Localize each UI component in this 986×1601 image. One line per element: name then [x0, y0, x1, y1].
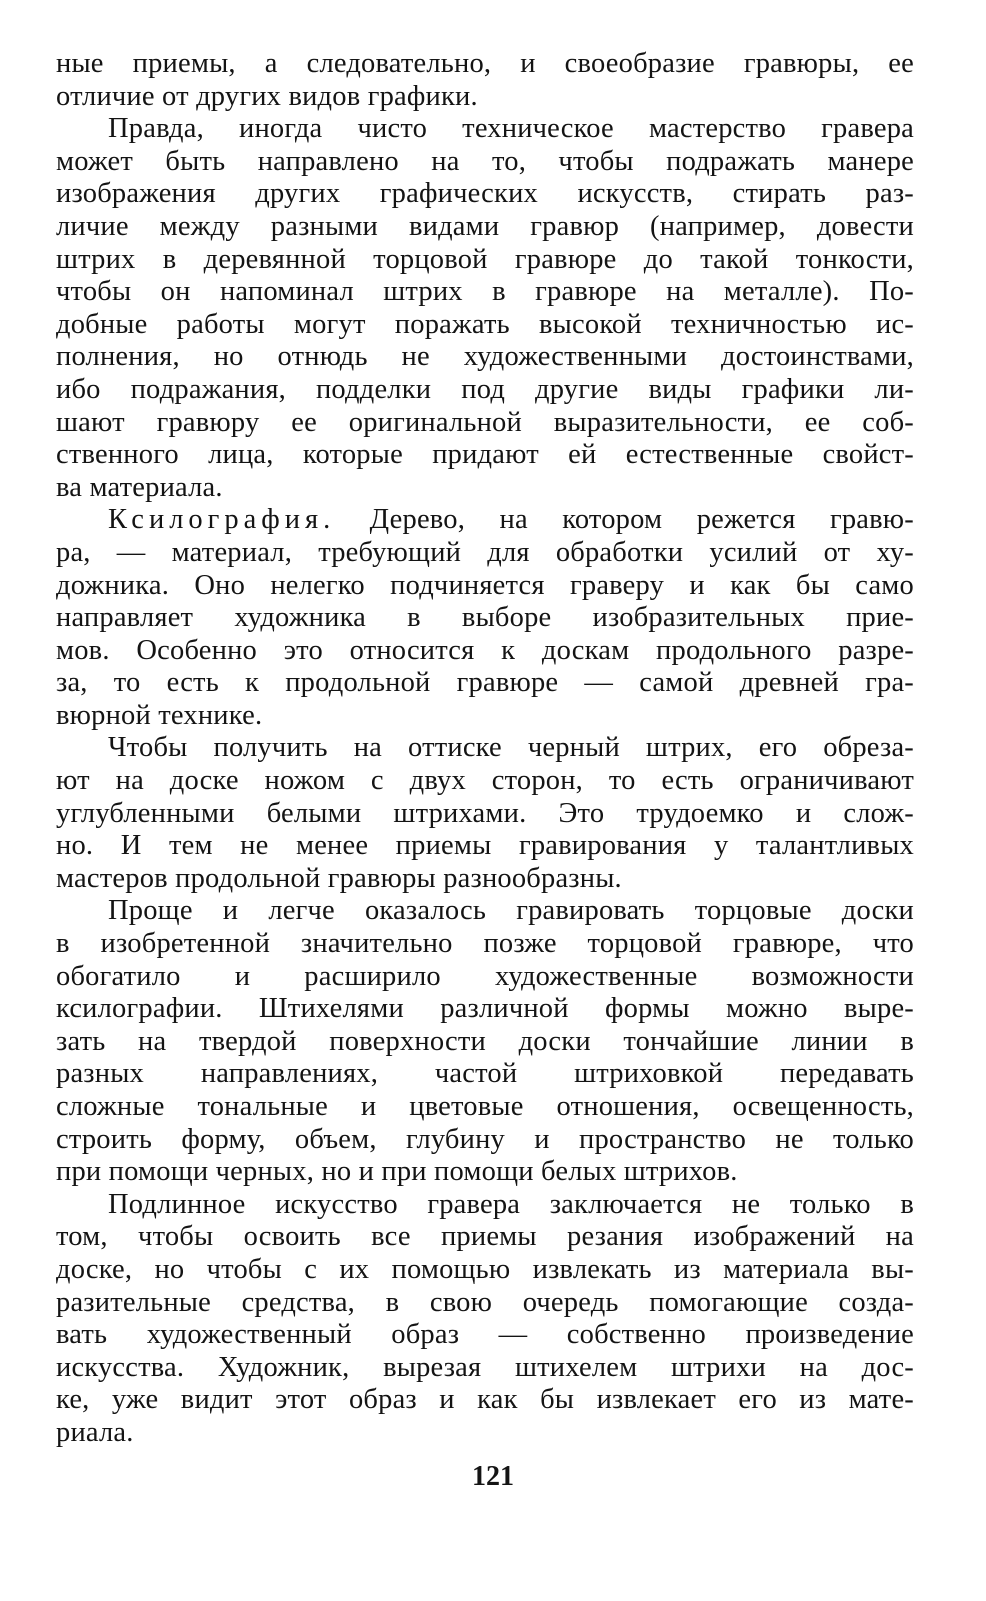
text-line: чтобы он напоминал штрих в гравюре на металле). По-	[56, 276, 914, 308]
text-line: ные приемы, а следовательно, и своеобразие гравюры, ее	[56, 48, 914, 79]
page-text	[56, 48, 914, 1450]
text-line: ксилографии. Штихелями различной формы можно выре-	[56, 993, 914, 1025]
heading-line-rest: Дерево, на котором режется гравю-	[335, 504, 914, 536]
paragraph-3	[56, 504, 914, 732]
text-line: но. И тем не менее приемы гравирования у талантливых	[56, 830, 914, 862]
text-line: ра, — материал, требующий для обработки усилий от ху-	[56, 536, 914, 568]
text-line: доске, но чтобы с их помощью извлекать из материала вы-	[56, 1253, 914, 1285]
section-heading: Ксилография.	[108, 504, 336, 536]
text-line: штрих в деревянной торцовой гравюре до такой тонкости,	[56, 243, 914, 275]
text-line: зать на твердой поверхности доски тончайшие линии в	[56, 1025, 914, 1057]
text-line: в изобретенной значительно позже торцовой гравюре, что	[56, 928, 914, 960]
text-line: вать художественный образ — собственно произведение	[56, 1319, 914, 1351]
paragraph-2	[56, 113, 914, 504]
text-line: ке, уже видит этот образ и как бы извлекает его из мате-	[56, 1384, 914, 1416]
text-line: может быть направлено на то, чтобы подражать манере	[56, 145, 914, 177]
text-line: при помощи черных, но и при помощи белых штрихов.	[56, 1156, 738, 1188]
text-line: риала.	[56, 1416, 134, 1448]
text-line: ют на доске ножом с двух сторон, то есть ограничивают	[56, 765, 914, 797]
text-line: разительные средства, в свою очередь помогающие созда-	[56, 1286, 914, 1318]
text-line: полнения, но отнюдь не художественными достоинствами,	[56, 341, 914, 373]
text-line: добные работы могут поражать высокой техничностью ис-	[56, 308, 914, 340]
text-line: мастеров продольной гравюры разнообразны.	[56, 862, 622, 894]
text-line: ва материала.	[56, 471, 223, 503]
paragraph-1	[56, 48, 914, 113]
text-line: ибо подражания, подделки под другие виды графики ли-	[56, 373, 914, 405]
text-line: вюрной технике.	[56, 699, 263, 731]
paragraph-4	[56, 732, 914, 895]
text-line: Правда, иногда чисто техническое мастерство гравера	[108, 113, 914, 145]
text-line: направляет художника в выборе изобразительных прие-	[56, 602, 914, 634]
text-line: мов. Особенно это относится к доскам продольного разре-	[56, 634, 914, 666]
paragraph-6	[56, 1189, 914, 1450]
text-line: том, чтобы освоить все приемы резания изображений на	[56, 1221, 914, 1253]
text-line: искусства. Художник, вырезая штихелем штрихи на дос-	[56, 1351, 914, 1383]
text-line: разных направлениях, частой штриховкой передавать	[56, 1058, 914, 1090]
text-line: дожника. Оно нелегко подчиняется граверу и как бы само	[56, 569, 914, 601]
text-line	[56, 504, 914, 537]
text-line: шают гравюру ее оригинальной выразительности, ее соб-	[56, 406, 914, 438]
text-line: Проще и легче оказалось гравировать торцовые доски	[108, 895, 914, 927]
text-line: углубленными белыми штрихами. Это трудоемко и слож-	[56, 797, 914, 829]
text-line: отличие от других видов графики.	[56, 80, 478, 112]
text-line: строить форму, объем, глубину и пространство не только	[56, 1123, 914, 1155]
text-line: ственного лица, которые придают ей естественные свойст-	[56, 439, 914, 471]
text-line: за, то есть к продольной гравюре — самой древней гра-	[56, 667, 914, 699]
text-line: сложные тональные и цветовые отношения, освещенность,	[56, 1091, 914, 1122]
text-line: изображения других графических искусств, стирать раз-	[56, 178, 914, 210]
page-number: 121	[472, 1461, 514, 1492]
text-line: Подлинное искусство гравера заключается не только в	[108, 1188, 914, 1220]
paragraph-5	[56, 895, 914, 1188]
text-line: Чтобы получить на оттиске черный штрих, его обреза-	[108, 732, 914, 764]
text-line: личие между разными видами гравюр (например, довести	[56, 210, 914, 242]
text-line: обогатило и расширило художественные возможности	[56, 960, 914, 992]
